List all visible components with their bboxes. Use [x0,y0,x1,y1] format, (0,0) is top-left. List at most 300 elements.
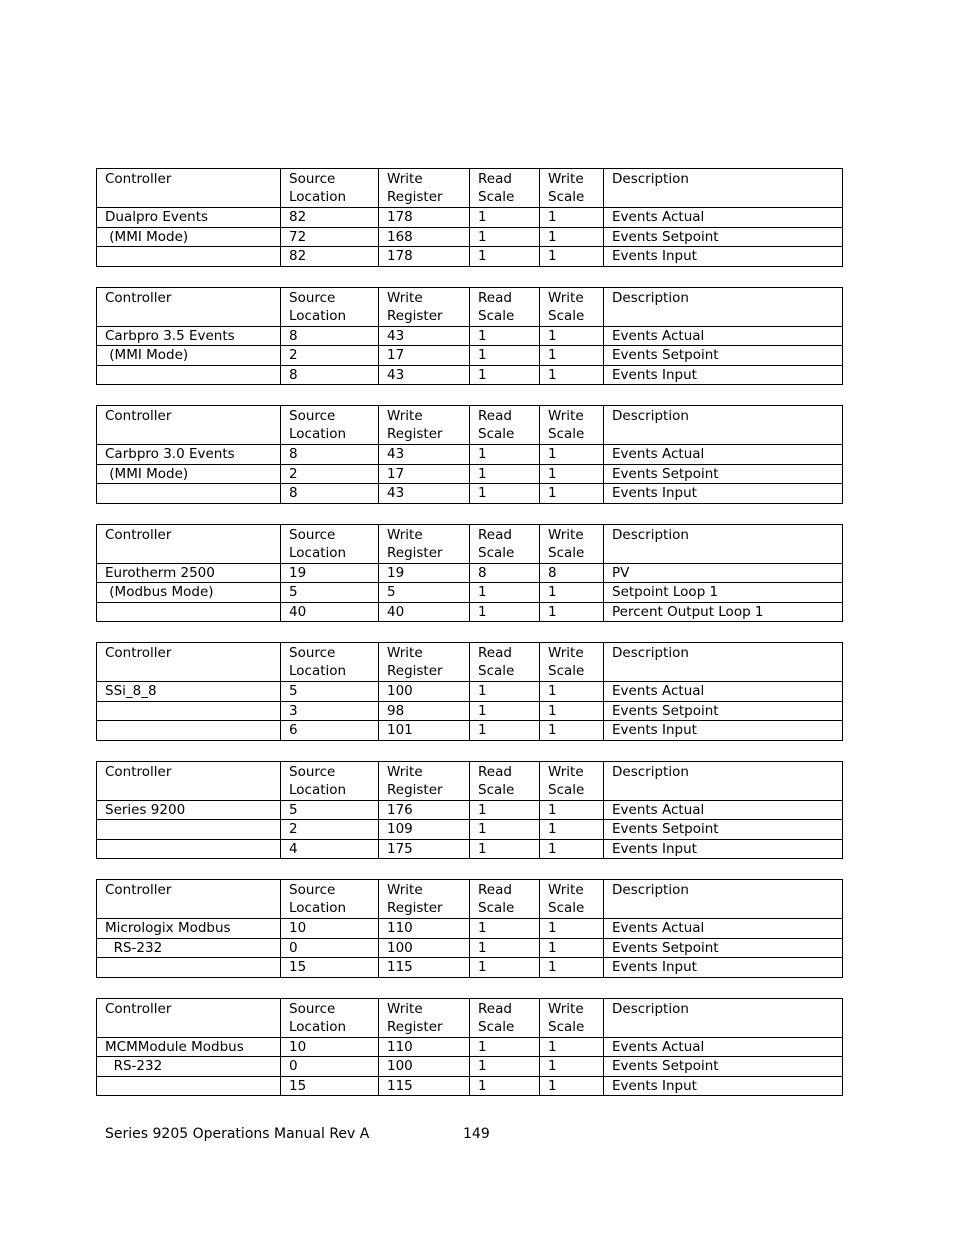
table-cell: 5 [379,583,470,603]
table-cell: 1 [470,820,540,840]
column-header-line: Read [478,171,512,187]
table-cell: Carbpro 3.5 Events [97,326,281,346]
table-cell: 1 [540,938,604,958]
table-cell: 1 [470,721,540,741]
table-cell: 1 [470,839,540,859]
table-cell: Eurotherm 2500 [97,563,281,583]
column-header-line: Register [387,426,443,442]
column-header-line: Read [478,526,512,543]
column-header [540,643,604,682]
table-cell: 0 [281,1057,379,1077]
column-header [540,406,604,445]
column-header-line: Scale [548,781,585,798]
column-header [281,761,379,800]
column-header-line: Scale [548,544,585,561]
column-header-line: Scale [548,189,585,205]
table-cell: Events Setpoint [604,701,843,721]
table-cell: 1 [470,464,540,484]
column-header-line [105,425,280,443]
table-cell: 100 [379,938,470,958]
column-header-line: Scale [548,1018,585,1035]
table-cell: 1 [540,464,604,484]
table-cell: Events Setpoint [604,938,843,958]
table-row [97,839,843,859]
column-header [470,524,540,563]
column-header-line: Description [612,882,689,898]
table-cell: (Modbus Mode) [97,583,281,603]
table-cell: 0 [281,938,379,958]
column-header [379,643,470,682]
column-header [540,998,604,1037]
table-cell: Events Setpoint [604,346,843,366]
table-cell [97,602,281,622]
table-cell [97,484,281,504]
register-table [96,761,843,860]
table-row [97,1076,843,1096]
register-table [96,524,843,623]
table-cell: 1 [470,227,540,247]
column-header-line: Register [387,781,443,798]
table-cell: Events Actual [604,1037,843,1057]
column-header-line: Source [289,1000,336,1017]
column-header-line: Write [387,408,423,424]
table-cell: 8 [281,445,379,465]
table-row [97,326,843,346]
table-header-row [97,524,843,563]
column-header [470,998,540,1037]
table-cell: 1 [540,445,604,465]
column-header [604,524,843,563]
table-cell: 1 [470,326,540,346]
table-row [97,208,843,228]
column-header-line: Source [289,763,336,780]
table-cell: 1 [470,445,540,465]
table-cell: 1 [470,1037,540,1057]
table-cell: 1 [540,1057,604,1077]
table-cell: 1 [540,1076,604,1096]
table-cell [97,721,281,741]
table-cell: 43 [379,326,470,346]
table-cell: (MMI Mode) [97,464,281,484]
table-cell: 1 [540,682,604,702]
table-row [97,484,843,504]
column-header [97,998,281,1037]
column-header [97,643,281,682]
table-cell: Carbpro 3.0 Events [97,445,281,465]
column-header [604,761,843,800]
table-cell: 1 [470,919,540,939]
column-header [470,406,540,445]
table-cell: 72 [281,227,379,247]
column-header-line: Scale [478,900,515,916]
column-header-line [105,662,280,680]
table-cell: 1 [540,800,604,820]
table-cell: Percent Output Loop 1 [604,602,843,622]
table-row [97,365,843,385]
column-header-line: Location [289,426,347,442]
column-header-line: Scale [478,781,515,798]
table-cell: Events Input [604,721,843,741]
column-header-line [612,781,842,799]
table-cell: MCMModule Modbus [97,1037,281,1057]
table-cell: 1 [540,1037,604,1057]
column-header [379,287,470,326]
column-header-line [612,188,842,206]
column-header [604,169,843,208]
table-row [97,958,843,978]
table-cell: 15 [281,1076,379,1096]
table-row [97,445,843,465]
table-cell: 1 [540,326,604,346]
table-header-row [97,287,843,326]
column-header-line: Read [478,289,512,306]
column-header [604,998,843,1037]
column-header-line [105,1018,280,1036]
column-header-line: Read [478,882,512,898]
register-table [96,998,843,1097]
register-table [96,405,843,504]
column-header-line: Location [289,781,347,798]
column-header-line [612,662,842,680]
column-header [604,287,843,326]
column-header-line: Description [612,408,689,424]
column-header-line [105,188,280,206]
table-row [97,820,843,840]
column-header [97,761,281,800]
table-cell: 1 [470,800,540,820]
column-header-line: Register [387,663,443,679]
table-header-row [97,998,843,1037]
table-cell: PV [604,563,843,583]
table-cell: Events Actual [604,682,843,702]
table-cell: (MMI Mode) [97,346,281,366]
table-cell: 82 [281,247,379,267]
column-header [379,169,470,208]
column-header-line: Controller [105,408,172,424]
register-table [96,168,843,267]
table-cell [97,958,281,978]
table-cell: 8 [281,365,379,385]
column-header-line [612,425,842,443]
table-cell: Events Actual [604,800,843,820]
table-cell: 1 [470,484,540,504]
column-header-line [105,899,280,917]
table-cell: 10 [281,1037,379,1057]
column-header [97,287,281,326]
table-cell: 1 [540,721,604,741]
table-cell: 6 [281,721,379,741]
column-header-line: Register [387,307,443,324]
table-cell: 5 [281,583,379,603]
table-cell: 40 [281,602,379,622]
table-cell: Micrologix Modbus [97,919,281,939]
column-header-line [612,899,842,917]
table-cell: 8 [281,484,379,504]
column-header-line: Description [612,1000,689,1017]
column-header-line: Read [478,408,512,424]
column-header-line: Scale [478,544,515,561]
column-header-line: Write [387,526,423,543]
column-header [97,169,281,208]
table-cell: 1 [540,346,604,366]
column-header-line: Controller [105,289,172,306]
column-header [379,880,470,919]
table-cell: 100 [379,682,470,702]
column-header-line: Scale [478,307,515,324]
column-header [97,524,281,563]
table-cell: 101 [379,721,470,741]
table-cell: Events Actual [604,326,843,346]
table-cell [97,701,281,721]
table-cell: 2 [281,464,379,484]
column-header-line: Write [387,882,423,898]
table-cell: Events Setpoint [604,464,843,484]
column-header [281,643,379,682]
column-header [540,880,604,919]
table-cell: Events Setpoint [604,227,843,247]
column-header-line: Description [612,645,689,661]
column-header [540,287,604,326]
table-header-row [97,169,843,208]
table-cell: 10 [281,919,379,939]
table-cell: 1 [470,958,540,978]
column-header-line: Write [548,171,584,187]
column-header-line: Write [387,645,423,661]
column-header-line: Write [548,645,584,661]
column-header-line: Controller [105,882,172,898]
table-cell [97,365,281,385]
table-cell: 43 [379,445,470,465]
column-header-line: Write [548,1000,584,1017]
table-cell: 1 [470,208,540,228]
table-header-row [97,761,843,800]
column-header-line [105,307,280,325]
table-cell: 168 [379,227,470,247]
table-row [97,227,843,247]
table-cell: 1 [540,701,604,721]
table-cell: 178 [379,247,470,267]
column-header [604,880,843,919]
table-row [97,1057,843,1077]
table-cell: 1 [540,484,604,504]
column-header-line: Source [289,289,336,306]
table-cell: Events Input [604,1076,843,1096]
column-header-line: Write [548,289,584,306]
table-cell: 17 [379,346,470,366]
register-table [96,287,843,386]
column-header-line: Controller [105,1000,172,1017]
table-cell: 1 [470,938,540,958]
column-header-line: Write [387,171,423,187]
table-cell: 178 [379,208,470,228]
column-header [379,524,470,563]
column-header [379,998,470,1037]
column-header [540,761,604,800]
column-header-line: Source [289,645,336,661]
column-header [281,880,379,919]
column-header-line: Location [289,900,347,916]
column-header [281,524,379,563]
table-cell: (MMI Mode) [97,227,281,247]
column-header-line [612,1018,842,1036]
table-cell: 109 [379,820,470,840]
table-row [97,1037,843,1057]
table-cell: Events Setpoint [604,1057,843,1077]
table-row [97,563,843,583]
column-header [470,287,540,326]
column-header-line: Location [289,1018,347,1035]
table-cell: Dualpro Events [97,208,281,228]
table-cell: Events Input [604,958,843,978]
table-cell [97,839,281,859]
table-cell: 82 [281,208,379,228]
column-header-line: Scale [478,189,515,205]
table-cell: 1 [470,365,540,385]
table-row [97,938,843,958]
table-cell: Events Setpoint [604,820,843,840]
column-header-line: Write [387,1000,423,1017]
column-header-line: Read [478,763,512,780]
column-header-line: Description [612,526,689,543]
column-header [281,287,379,326]
column-header-line: Write [387,763,423,780]
table-cell: 17 [379,464,470,484]
column-header [470,169,540,208]
column-header [379,406,470,445]
column-header-line: Controller [105,171,172,187]
table-cell: RS-232 [97,1057,281,1077]
column-header-line: Location [289,544,347,561]
table-cell: 1 [470,583,540,603]
column-header-line: Register [387,544,443,561]
table-cell: 115 [379,1076,470,1096]
table-cell: 1 [470,1057,540,1077]
column-header-line: Read [478,1000,512,1017]
column-header-line: Register [387,189,443,205]
table-cell: 1 [470,682,540,702]
table-cell: 1 [470,1076,540,1096]
table-row [97,682,843,702]
column-header-line: Source [289,408,336,424]
table-cell: Events Actual [604,919,843,939]
column-header-line: Source [289,882,336,898]
table-cell: Events Input [604,247,843,267]
column-header-line [612,544,842,562]
table-cell: 1 [540,583,604,603]
column-header [470,643,540,682]
table-header-row [97,643,843,682]
column-header-line: Controller [105,526,172,543]
table-cell: 1 [540,958,604,978]
column-header-line: Scale [548,307,585,324]
table-cell: 2 [281,820,379,840]
column-header-line [612,307,842,325]
table-header-row [97,406,843,445]
table-row [97,721,843,741]
table-cell: 1 [540,839,604,859]
column-header-line: Scale [548,900,585,916]
column-header [470,761,540,800]
table-cell: Events Actual [604,208,843,228]
column-header-line: Description [612,289,689,306]
table-cell: 3 [281,701,379,721]
table-cell: 2 [281,346,379,366]
table-cell: 8 [470,563,540,583]
table-cell: Events Actual [604,445,843,465]
table-row [97,583,843,603]
table-cell: 8 [281,326,379,346]
column-header [281,406,379,445]
table-cell: 1 [540,208,604,228]
table-cell: Series 9200 [97,800,281,820]
column-header-line: Source [289,171,336,187]
column-header-line [105,781,280,799]
table-cell: 176 [379,800,470,820]
column-header-line: Write [387,289,423,306]
table-cell: 19 [281,563,379,583]
column-header-line: Write [548,763,584,780]
table-cell: 19 [379,563,470,583]
table-cell: 98 [379,701,470,721]
footer-manual-title: Series 9205 Operations Manual Rev A [105,1126,370,1142]
table-row [97,346,843,366]
column-header-line: Scale [548,426,585,442]
column-header [540,524,604,563]
table-cell: Events Input [604,484,843,504]
column-header-line: Location [289,307,347,324]
column-header-line: Controller [105,763,172,780]
table-cell: 40 [379,602,470,622]
table-row [97,464,843,484]
table-cell: 175 [379,839,470,859]
column-header-line: Write [548,882,584,898]
table-cell: 1 [540,919,604,939]
table-row [97,701,843,721]
table-cell: 1 [540,365,604,385]
column-header [97,406,281,445]
footer-page-number: 149 [463,1126,490,1142]
column-header [281,998,379,1037]
table-cell: 1 [470,701,540,721]
table-cell: Events Input [604,839,843,859]
column-header [604,643,843,682]
column-header-line: Description [612,763,689,780]
table-cell: 15 [281,958,379,978]
table-cell: 1 [470,602,540,622]
table-cell: 1 [540,602,604,622]
table-cell: 110 [379,919,470,939]
table-header-row [97,880,843,919]
table-cell: 115 [379,958,470,978]
column-header-line: Scale [548,663,585,679]
column-header [540,169,604,208]
table-cell [97,247,281,267]
table-cell: 4 [281,839,379,859]
column-header-line: Register [387,1018,443,1035]
table-cell: SSi_8_8 [97,682,281,702]
table-cell: 1 [470,346,540,366]
table-row [97,247,843,267]
table-cell: 1 [540,227,604,247]
column-header [97,880,281,919]
table-row [97,800,843,820]
table-cell: 1 [540,820,604,840]
table-cell: RS-232 [97,938,281,958]
column-header-line: Write [548,408,584,424]
column-header-line [105,544,280,562]
table-cell: 110 [379,1037,470,1057]
table-cell: Setpoint Loop 1 [604,583,843,603]
